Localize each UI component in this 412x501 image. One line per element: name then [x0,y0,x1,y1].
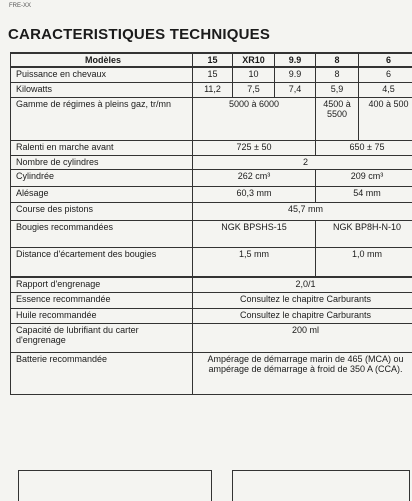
row-course [11,202,412,220]
row-regimes [11,97,412,140]
row-huile [11,308,412,323]
bottom-left-box [18,470,212,501]
row-label: Course des pistons [11,202,193,220]
cell-value: 9.9 [275,67,316,82]
cell-value: 54 mm [316,186,412,202]
row-batterie [11,352,412,394]
cell-value: NGK BP8H-N-10 [316,220,412,247]
cell-value: 6 [359,67,412,82]
cell-value: 650 ± 75 [316,140,412,155]
cell-value: NGK BPSHS-15 [193,220,316,247]
page-header-mark: FRE-XX [9,3,31,9]
row-label: Batterie recommandée [11,352,193,394]
header-model-9-9: 9.9 [275,53,316,67]
row-label: Alésage [11,186,193,202]
row-label: Distance d'écartement des bougies [11,247,193,277]
row-bougies [11,220,412,247]
row-label: Essence recommandée [11,292,193,308]
spec-table [10,52,412,395]
row-label: Gamme de régimes à pleins gaz, tr/mn [11,97,193,140]
cell-value: 725 ± 50 [193,140,316,155]
row-label: Bougies recommandées [11,220,193,247]
cell-value: Consultez le chapitre Carburants [193,292,412,308]
row-label: Puissance en chevaux [11,67,193,82]
cell-value: Ampérage de démarrage marin de 465 (MCA) ou ampérage de démarrage à froid de 350 A (CCA). [193,352,412,394]
cell-value: 5000 à 6000 [193,97,316,140]
header-model-xr10: XR10 [233,53,275,67]
row-alesage [11,186,412,202]
header-model-15: 15 [193,53,233,67]
row-label: Kilowatts [11,82,193,97]
table-header-row [11,53,412,67]
cell-value: 1,5 mm [193,247,316,277]
row-essence [11,292,412,308]
bottom-right-box [232,470,410,501]
header-model-6: 6 [359,53,412,67]
row-rapport [11,277,412,292]
row-puissance [11,67,412,82]
row-label: Huile recommandée [11,308,193,323]
cell-value: 60,3 mm [193,186,316,202]
cell-value: 400 à 500 [359,97,412,140]
row-ralenti [11,140,412,155]
cell-value: 7,4 [275,82,316,97]
row-capacite [11,323,412,352]
cell-value: 262 cm³ [193,169,316,186]
cell-value: 2 [193,155,412,169]
cell-value: 4,5 [359,82,412,97]
cell-value: 15 [193,67,233,82]
cell-value: 11,2 [193,82,233,97]
row-ecartement [11,247,412,277]
row-label: Ralenti en marche avant [11,140,193,155]
cell-value: 7,5 [233,82,275,97]
cell-value: Consultez le chapitre Carburants [193,308,412,323]
cell-value: 10 [233,67,275,82]
row-cylindree [11,169,412,186]
page-title: CARACTERISTIQUES TECHNIQUES [8,26,270,43]
header-models: Modèles [11,53,193,67]
cell-value: 4500 à 5500 [316,97,359,140]
cell-value: 209 cm³ [316,169,412,186]
row-label: Nombre de cylindres [11,155,193,169]
cell-value: 1,0 mm [316,247,412,277]
cell-value: 2,0/1 [193,277,412,292]
row-label: Capacité de lubrifiant du carter d'engrenage [11,323,193,352]
header-model-8: 8 [316,53,359,67]
cell-value: 8 [316,67,359,82]
row-label: Rapport d'engrenage [11,277,193,292]
row-label: Cylindrée [11,169,193,186]
row-cylindres [11,155,412,169]
cell-value: 45,7 mm [193,202,412,220]
row-kilowatts [11,82,412,97]
cell-value: 200 ml [193,323,412,352]
cell-value: 5,9 [316,82,359,97]
